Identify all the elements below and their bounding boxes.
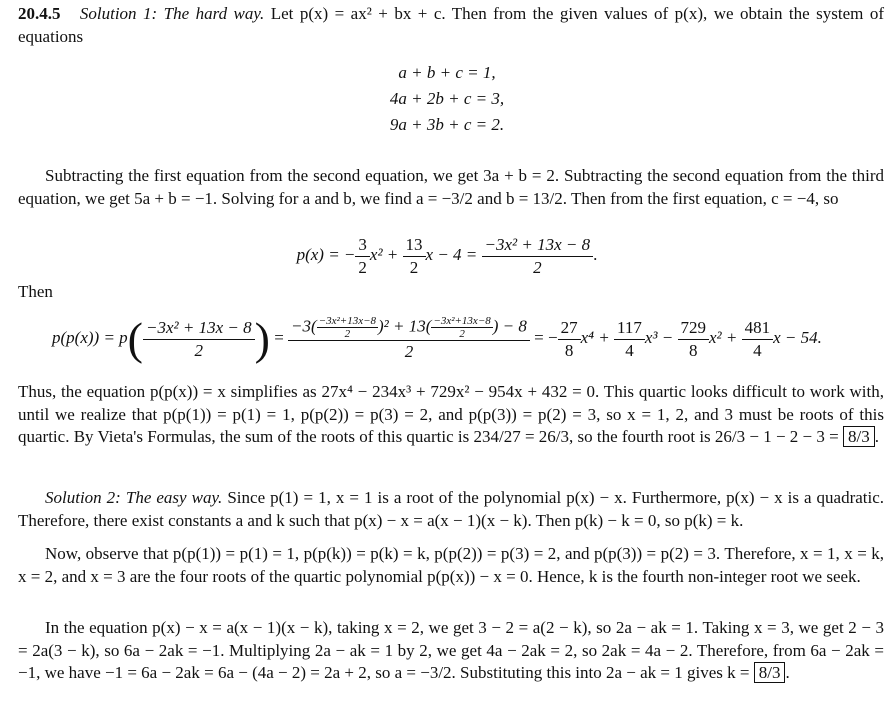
then-label: Then (18, 282, 53, 301)
equation-3: 9a + 3b + c = 2. (389, 115, 505, 134)
solution2-paragraph-2: Now, observe that p(p(1)) = p(1) = 1, p(p(k)) = p(k) = k, p(p(2)) = p(3) = 2, and p(p(3)) = p(2) = 3. Therefore, x = 1, x = k, x = 2, and x = 3 are the four roots of the quartic polynomial p(p(x)) − x = 0. Hence, k is the fourth non-integer root we seek. (18, 544, 884, 586)
problem-number: 20.4.5 (18, 4, 61, 23)
px-lhs: p(x) = − (296, 245, 356, 264)
fraction-px-result: $\frac{\text{−3x² + 13x − 8}}{2}$ (482, 234, 594, 279)
ppx-inner-fraction: $\frac{\text{−3x² + 13x − 8}}{2}$ (143, 317, 255, 362)
solution2-answer-box: 8/3 (754, 662, 786, 683)
ppx-equation: p(p(x)) = p( $\frac{\text{−3x² + 13x − 8}}{2}$ ) = −3( $\frac{\text{−3x²+13x−8}}{2}$ )² + 13( $\frac{\text{−3x²+13x−8}}{2}$ ) − 8 2 = − $\frac{27}{8}$ x⁴ + $\frac{117}{4}$ x³ − $\frac{729}{8}$ x² + $\frac{481}{4}$ x − 54. (52, 313, 822, 365)
fraction-13-2: $\frac{13}{2}$ (403, 234, 426, 279)
equation-1: a + b + c = 1, (398, 63, 496, 82)
solution1-answer-box: 8/3 (843, 426, 875, 447)
solution1-intro (18, 3, 884, 48)
solution1-solve-paragraph: Subtracting the first equation from the second equation, we get 3a + b = 2. Subtracting the second equation from the third equation, we get 5a + b = −1. Solving for a and b, we find a = −3/2 and b = 13/2. Then from the first equation, c = −4, so (18, 166, 884, 208)
solution2-heading: Solution 2: The easy way. (45, 488, 223, 507)
solution1-heading: Solution 1: The hard way. (79, 4, 265, 23)
solution2-paragraph-1: Solution 2: The easy way. Since p(1) = 1, x = 1 is a root of the polynomial p(x) − x. Furthermore, p(x) − x is a quadratic. Therefore, there exist constants a and k such that p(x) − x = a(x − 1)(x − k). Then p(k) − k = 0, so p(k) = k. (18, 488, 885, 530)
equation-2: 4a + 2b + c = 3, (389, 89, 505, 108)
solution1-intro-text: Let p(x) = ax² + bx + c. Then from the given values of p(x), we obtain the system of equations (18, 4, 885, 46)
solution2-paragraph-3: In the equation p(x) − x = a(x − 1)(x − k), taking x = 2, we get 3 − 2 = a(2 − k), so 2a − ak = 1. Taking x = 3, we get 2 − 3 = 2a(3 − k), so 6a − 2ak = −1. Multiplying 2a − ak = 1 by 2, we get 4a − 2ak = 2, so 2ak = 4a − 2. Therefore, from 6a − 2ak = −1, we have −1 = 6a − 2ak = 6a − (4a − 2) = 2a + 2, so a = −3/2. Substituting this into 2a − ak = 1 gives k = 8/3 . (18, 618, 884, 682)
solution1-quartic-paragraph: Thus, the equation p(p(x)) = x simplifies as 27x⁴ − 234x³ + 729x² − 954x + 432 = 0. This quartic looks difficult to work with, until we realize that p(p(1)) = p(1) = 1, p(p(2)) = p(3) = 2, and p(p(3)) = p(2) = 3, so x = 1, 2, and 3 must be roots of this quartic. By Vieta's Formulas, the sum of the roots of this quartic is 234/27 = 26/3, so the fourth root is 26/3 − 1 − 2 − 3 = 8/3 . (18, 382, 884, 446)
fraction-3-2: $\frac{3}{2}$ (355, 234, 370, 279)
ppx-big-fraction: −3( $\frac{\text{−3x²+13x−8}}{2}$ )² + 13( $\frac{\text{−3x²+13x−8}}{2}$ ) − 8 2 (288, 315, 530, 363)
px-equation: p(x) = − $\frac{3}{2}$ x² + $\frac{13}{2}$ x − 4 = $\frac{\text{−3x² + 13x − 8}}{2}$ . (296, 234, 598, 277)
